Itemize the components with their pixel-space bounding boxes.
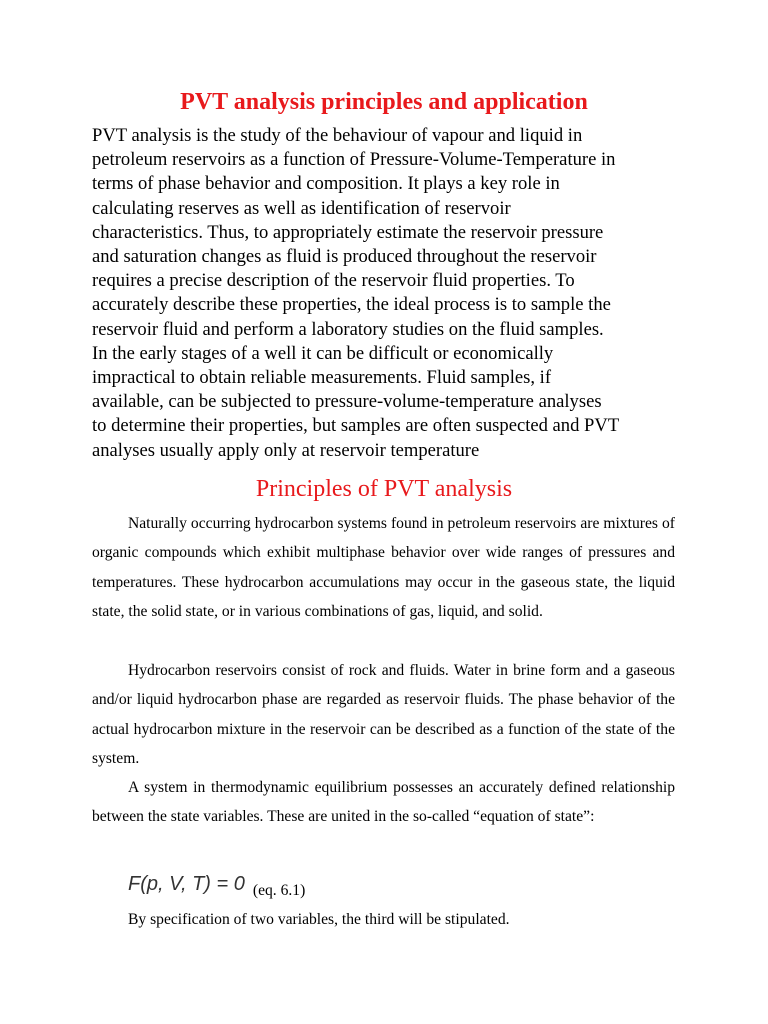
intro-line: PVT analysis is the study of the behaviour of vapour and liquid in [92, 125, 583, 146]
intro-line: and saturation changes as fluid is produced throughout the reservoir [92, 246, 597, 268]
body-paragraph-hydrocarbon-systems: Naturally occurring hydrocarbon systems found in petroleum reservoirs are mixtures of organic compounds which exhibit multiphase behavior over wide ranges of pressures and temperatures. These hydrocarbon accumulations may occur in the gaseous state, the liquid state, the solid state, or in various combinations of gas, liquid, and solid. [92, 515, 675, 620]
intro-line: impractical to obtain reliable measurements. Fluid samples, if [92, 367, 552, 389]
intro-line: terms of phase behavior and composition. It plays a key role in [92, 173, 560, 195]
intro-line: analyses usually apply only at reservoir temperature [92, 439, 480, 461]
equation-formula: F(p, V, T) = 0 [128, 873, 245, 895]
body-paragraph-equation-of-state: A system in thermodynamic equilibrium possesses an accurately defined relationship between the state variables. These are united in the so-called “equation of state”: [92, 779, 675, 826]
document-title: PVT analysis principles and application [180, 89, 588, 115]
intro-line: accurately describe these properties, the ideal process is to sample the [92, 294, 611, 316]
intro-line: requires a precise description of the reservoir fluid properties. To [92, 270, 575, 292]
intro-line: petroleum reservoirs as a function of Pressure-Volume-Temperature in [92, 149, 616, 171]
intro-line: available, can be subjected to pressure-volume-temperature analyses [92, 391, 602, 413]
section-heading: Principles of PVT analysis [255, 476, 513, 502]
body-paragraph-specification: By specification of two variables, the third will be stipulated. [128, 911, 510, 928]
intro-line: calculating reserves as well as identification of reservoir [92, 197, 511, 219]
intro-line: reservoir fluid and perform a laboratory studies on the fluid samples. [92, 318, 604, 340]
equation [128, 866, 305, 904]
intro-line: characteristics. Thus, to appropriately estimate the reservoir pressure [92, 221, 604, 243]
intro-line: to determine their properties, but samples are often suspected and PVT [92, 415, 620, 437]
body-paragraph-reservoir-fluids: Hydrocarbon reservoirs consist of rock and fluids. Water in brine form and a gaseous and/or liquid hydrocarbon phase are regarded as reservoir fluids. The phase behavior of the actual hydrocarbon mixture in the reservoir can be described as a function of the state of the system. [92, 662, 675, 767]
equation-label: (eq. 6.1) [252, 882, 306, 899]
intro-line: In the early stages of a well it can be difficult or economically [92, 342, 554, 364]
intro-paragraph [92, 124, 692, 463]
